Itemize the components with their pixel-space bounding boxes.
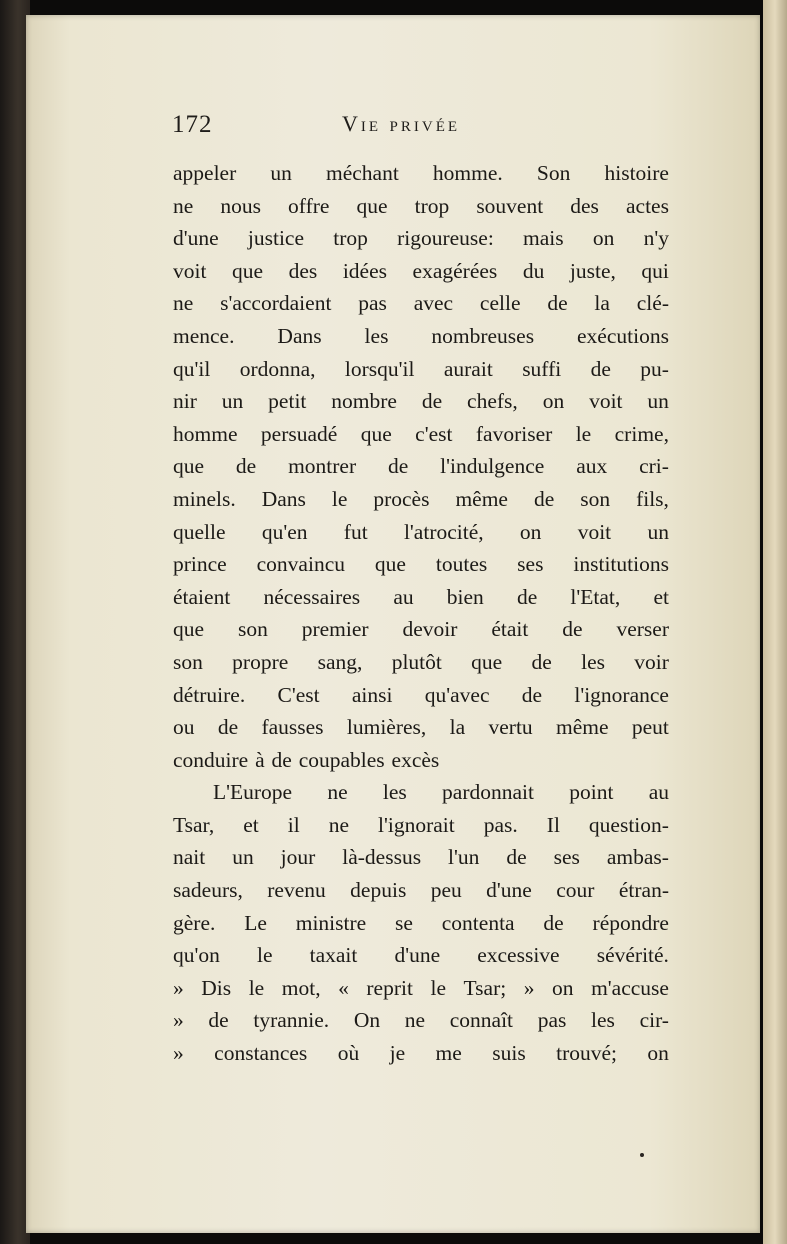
text-line: d'une justice trop rigoureuse: mais on n'y <box>173 226 669 251</box>
text-line: mence. Dans les nombreuses exécutions <box>173 323 669 348</box>
adjacent-page-edge <box>763 0 787 1244</box>
text-line: minels. Dans le procès même de son fils, <box>173 486 669 511</box>
text-line: que son premier devoir était de verser <box>173 617 669 642</box>
text-line: que de montrer de l'indulgence aux cri- <box>173 454 669 479</box>
paper-speck <box>640 1153 644 1157</box>
text-line: ne nous offre que trop souvent des actes <box>173 193 669 218</box>
text-line: L'Europe ne les pardonnait point au <box>213 780 669 805</box>
text-line: appeler un méchant homme. Son histoire <box>173 161 669 185</box>
running-head: Vie privée <box>342 111 461 136</box>
text-line: sadeurs, revenu depuis peu d'une cour étran- <box>173 878 669 903</box>
body-text <box>173 157 669 1070</box>
text-line: » constances où je me suis trouvé; on <box>173 1041 669 1066</box>
text-line: voit que des idées exagérées du juste, qui <box>173 258 669 283</box>
text-line: nir un petit nombre de chefs, on voit un <box>173 389 669 414</box>
page-header <box>26 111 760 141</box>
text-line: prince convaincu que toutes ses institutions <box>173 552 669 577</box>
text-line: étaient nécessaires au bien de l'Etat, et <box>173 584 669 609</box>
text-line: ou de fausses lumières, la vertu même peut <box>173 715 669 740</box>
book-page <box>26 15 760 1233</box>
text-line: qu'il ordonna, lorsqu'il aurait suffi de pu- <box>173 356 669 381</box>
text-line: quelle qu'en fut l'atrocité, on voit un <box>173 519 669 544</box>
text-line: détruire. C'est ainsi qu'avec de l'ignorance <box>173 682 669 707</box>
text-line: » Dis le mot, « reprit le Tsar; » on m'accuse <box>173 975 669 1000</box>
text-line: gère. Le ministre se contenta de répondre <box>173 910 669 935</box>
text-line: conduire à de coupables excès <box>173 747 440 772</box>
text-line: homme persuadé que c'est favoriser le crime, <box>173 421 669 446</box>
text-line: nait un jour là-dessus l'un de ses ambas- <box>173 845 669 870</box>
page-number: 172 <box>172 111 213 138</box>
text-line: qu'on le taxait d'une excessive sévérité. <box>173 943 669 968</box>
text-line: son propre sang, plutôt que de les voir <box>173 649 669 674</box>
text-line: ne s'accordaient pas avec celle de la clé- <box>173 291 669 316</box>
text-line: Tsar, et il ne l'ignorait pas. Il question- <box>173 812 669 837</box>
text-line: » de tyrannie. On ne connaît pas les cir- <box>173 1008 669 1033</box>
